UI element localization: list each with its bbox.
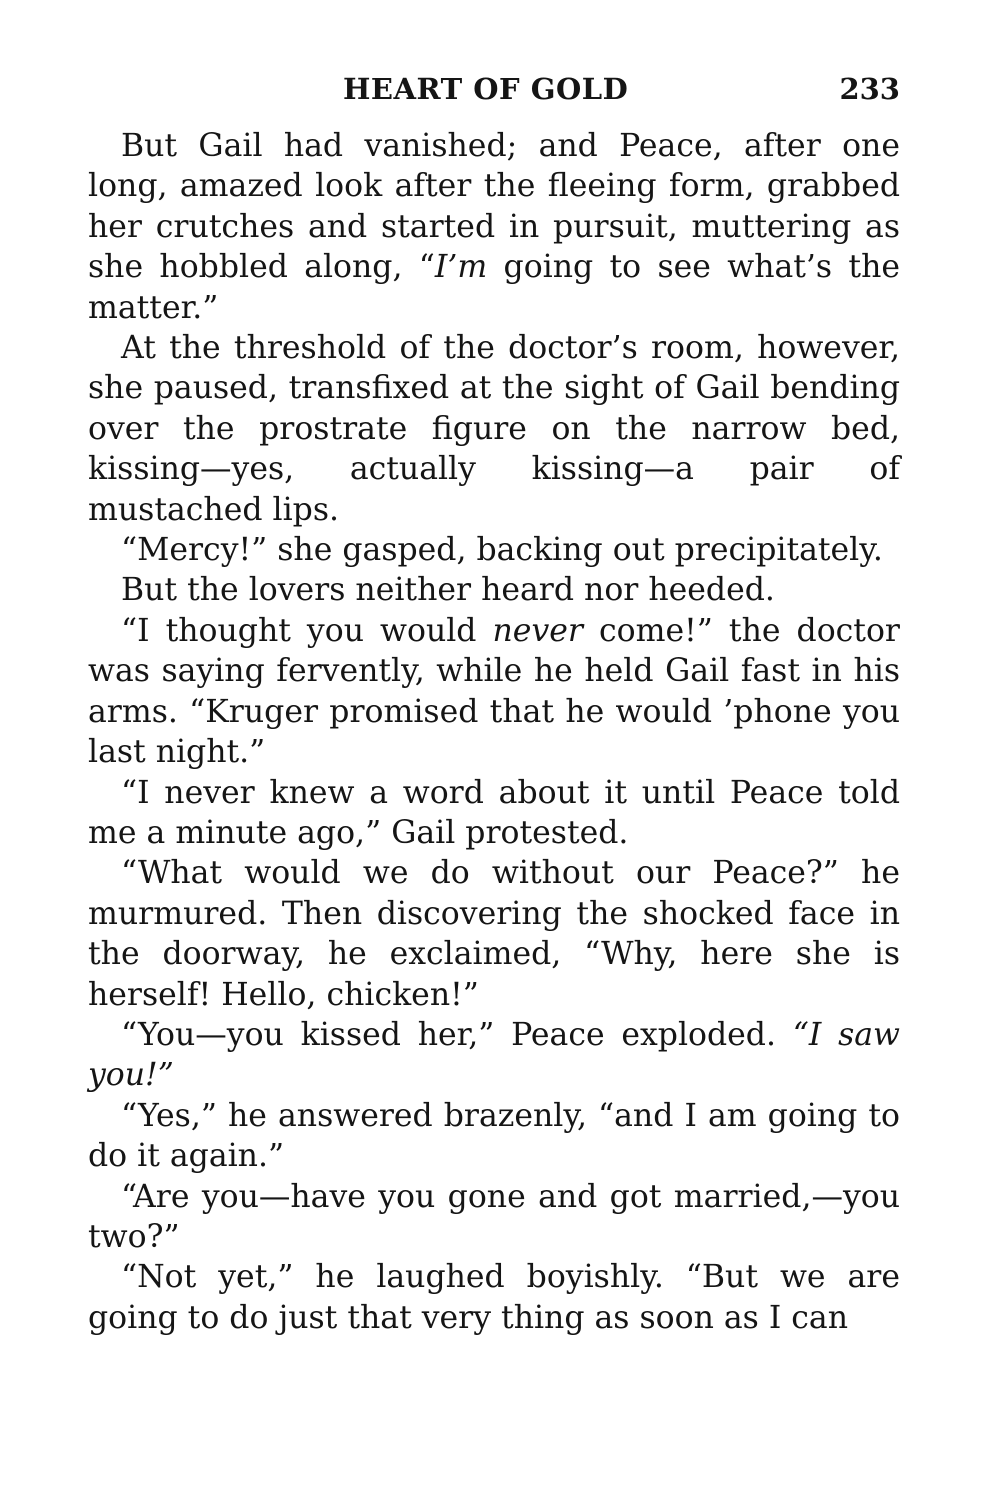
text-run: “Not yet,” he laughed boyishly. “But we are going to do just that very thing as soon as I can — [88, 1259, 900, 1336]
paragraph — [88, 530, 900, 570]
italic-text: never — [492, 612, 583, 649]
running-header — [88, 72, 900, 126]
paragraph — [88, 126, 900, 328]
paragraph — [88, 853, 900, 1015]
paragraph — [88, 773, 900, 854]
page-number: 233 — [839, 72, 900, 106]
paragraph — [88, 570, 900, 610]
book-page — [88, 72, 900, 1338]
paragraph — [88, 328, 900, 530]
paragraph — [88, 1257, 900, 1338]
italic-text: I’m — [434, 249, 488, 286]
text-run: “Are you—have you gone and got married,—you two?” — [88, 1178, 900, 1255]
text-run: “I never knew a word about it until Peace told me a minute ago,” Gail protested. — [88, 774, 900, 851]
text-run: “You—you kissed her,” Peace exploded. — [121, 1016, 793, 1053]
paragraph — [88, 1177, 900, 1258]
paragraph — [88, 611, 900, 773]
text-run: At the threshold of the doctor’s room, however, she paused, transfixed at the sight of Gail bending over the prostrate figure on the narrow bed, kissing—yes, actually kissing—a pair of mustached lips. — [88, 330, 900, 528]
paragraph — [88, 1015, 900, 1096]
text-run: “What would we do without our Peace?” he murmured. Then discovering the shocked face in the doorway, he exclaimed, “Why, here she is herself! Hello, chicken!” — [88, 855, 900, 1013]
text-run: going to see what’s the matter.” — [88, 249, 901, 326]
text-run: But Gail had vanished; and Peace, after one long, amazed look after the fleeing form, grabbed her crutches and started in pursuit, muttering as she hobbled along, “ — [88, 128, 900, 286]
text-run: come!” the doctor was saying fervently, while he held Gail fast in his arms. “Kruger promised that he would ’phone you last night.” — [88, 612, 900, 771]
text-run: “Yes,” he answered brazenly, “and I am going to do it again.” — [88, 1097, 900, 1175]
text-run: But the lovers neither heard nor heeded. — [121, 572, 775, 609]
body-text — [88, 126, 900, 1338]
text-run: “I thought you would — [121, 612, 493, 649]
italic-text: “I saw you!” — [88, 1016, 901, 1094]
text-run: “Mercy!” she gasped, backing out precipitately. — [121, 532, 883, 569]
running-title: HEART OF GOLD — [343, 72, 629, 106]
paragraph — [88, 1096, 900, 1177]
